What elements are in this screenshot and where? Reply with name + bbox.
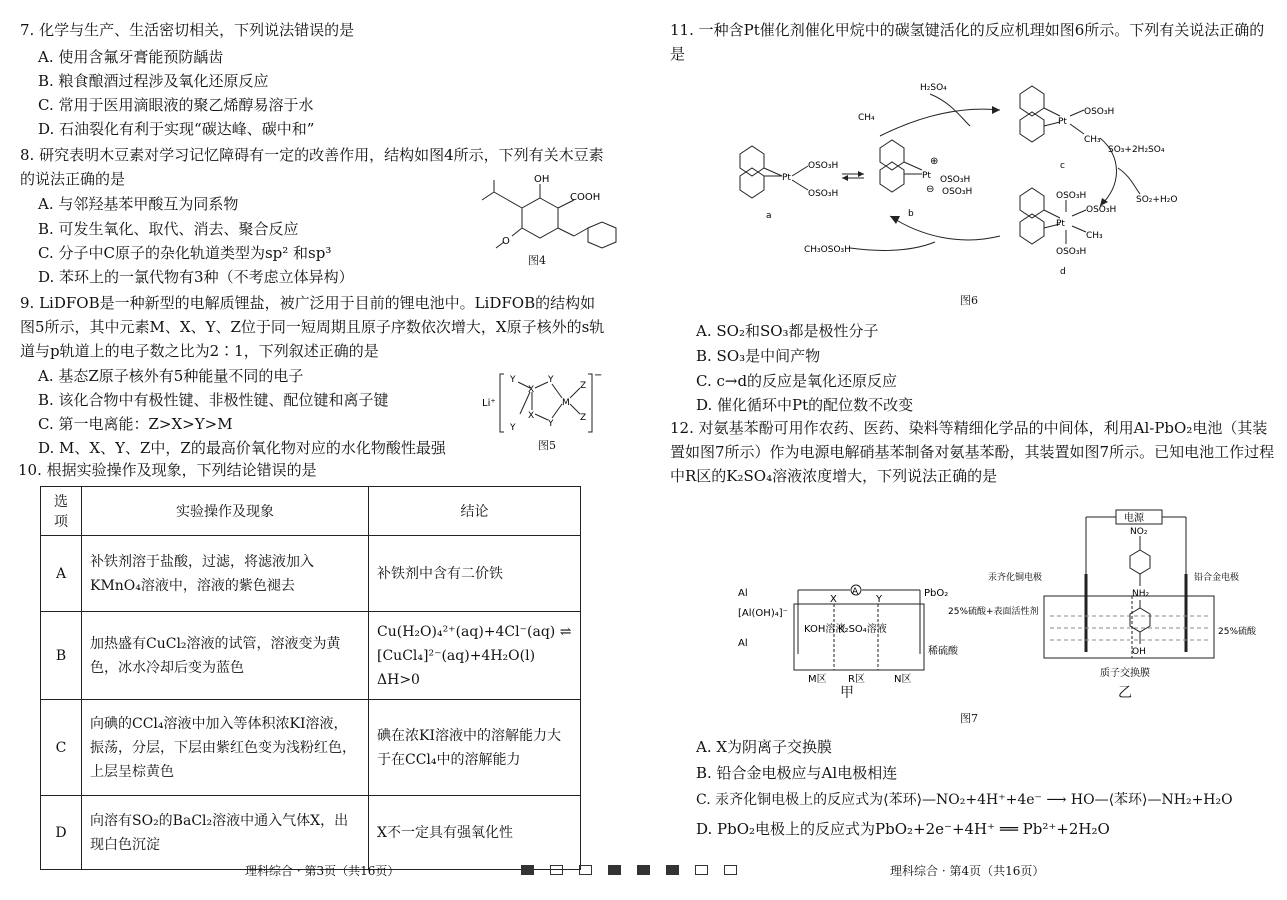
fig7-power: 电源 xyxy=(1124,513,1144,524)
table-cell-option: D xyxy=(41,796,82,870)
fig6-oso3h-b2: OSO₃H xyxy=(942,187,973,197)
table-row xyxy=(41,536,581,612)
fig5-z1-label: Z xyxy=(580,381,587,391)
fig7-x-label: X xyxy=(830,594,837,605)
fig7-ammeter: A xyxy=(852,587,859,597)
q7-option-b: B. 粮食酿酒过程涉及氧化还原反应 xyxy=(38,72,269,90)
q9-stem: 9. LiDFOB是一种新型的电解质锂盐，被广泛用于目前的锂电池中。LiDFOB的结构如图5所示，其中元素M、X、Y、Z位于同一短周期且原子序数依次增大，X原子核外的s轨道与p轨道上的电子数之比为2∶1，下列叙述正确的是 xyxy=(20,294,605,360)
figure-5-caption: 图5 xyxy=(538,439,556,452)
fig6-oso3h-d2: OSO₃H xyxy=(1086,205,1117,215)
fig6-oso3h-d3: OSO₃H xyxy=(1056,247,1087,257)
table-cell-conclusion: X不一定具有强氧化性 xyxy=(369,796,581,870)
fig5-li-label: Li⁺ xyxy=(482,398,496,409)
table-header-row xyxy=(41,487,581,536)
figure-7-apparatus xyxy=(738,504,1258,684)
q7-stem: 7. 化学与生产、生活密切相关，下列说法错误的是 xyxy=(20,21,355,39)
table-cell-option: B xyxy=(41,612,82,700)
figure-6-caption: 图6 xyxy=(960,294,978,307)
q7-option-c: C. 常用于医用滴眼液的聚乙烯醇易溶于水 xyxy=(38,96,314,114)
fig5-y3-label: Y xyxy=(548,419,554,429)
fig7-koh: KOH溶液 xyxy=(804,624,846,635)
fig6-pt-c: Pt xyxy=(1058,117,1067,127)
fig7-k2so4: K₂SO₄溶液 xyxy=(838,624,887,635)
fig6-so3-2h2so4: SO₃+2H₂SO₄ xyxy=(1108,145,1165,155)
fig7-acid25: 25%硫酸 xyxy=(1218,627,1257,637)
fig7-al-bottom: Al xyxy=(738,638,748,649)
fig4-cooh-label: COOH xyxy=(570,192,601,203)
right-page-footer: 理科综合 · 第4页（共16页） xyxy=(890,864,1045,878)
table-cell-operation: 补铁剂溶于盐酸，过滤，将滤液加入KMnO₄溶液中，溶液的紫色褪去 xyxy=(82,536,369,612)
fig7-h2so4-dilute: 稀硫酸 xyxy=(928,646,958,657)
fig6-label-b: b xyxy=(908,209,914,219)
fig5-y4-label: Y xyxy=(510,423,516,433)
table-cell-operation: 向溶有SO₂的BaCl₂溶液中通入气体X，出现白色沉淀 xyxy=(82,796,369,870)
fig6-so2-h2o: SO₂+H₂O xyxy=(1136,195,1178,205)
left-page-footer: 理科综合 · 第3页（共16页） xyxy=(245,864,400,878)
fig6-ch3-c: CH₃ xyxy=(1084,135,1101,145)
fig7-aloh4: [Al(OH)₄]⁻ xyxy=(738,608,788,619)
fig7-al-top: Al xyxy=(738,588,748,599)
fig6-pt-b: Pt xyxy=(922,171,931,181)
q7-option-d: D. 石油裂化有利于实现“碳达峰、碳中和” xyxy=(38,120,315,138)
page-indicator-square xyxy=(637,865,650,875)
q8-stem: 8. 研究表明木豆素对学习记忆障碍有一定的改善作用，结构如图4所示，下列有关木豆素的说法正确的是 xyxy=(20,146,604,188)
fig7-nh2: NH₂ xyxy=(1132,589,1150,599)
q8-option-a: A. 与邻羟基苯甲酸互为同系物 xyxy=(38,195,239,213)
fig6-ch3oso3h: CH₃OSO₃H xyxy=(804,245,851,255)
table-cell-operation: 向碘的CCl₄溶液中加入等体积浓KI溶液，振荡，分层，下层由紫红色变为浅粉红色，上层呈棕黄色 xyxy=(82,700,369,796)
fig6-minus-b: ⊖ xyxy=(926,184,935,195)
table-header-operation: 实验操作及现象 xyxy=(82,487,369,536)
q8-option-b: B. 可发生氧化、取代、消去、聚合反应 xyxy=(38,220,299,238)
fig5-x2-label: X xyxy=(528,411,535,421)
fig5-x1-label: X xyxy=(528,385,535,395)
fig6-ch3-d: CH₃ xyxy=(1086,231,1103,241)
q8-option-d: D. 苯环上的一氯代物有3种（不考虑立体异构） xyxy=(38,268,354,286)
fig6-oso3h-c: OSO₃H xyxy=(1084,107,1115,117)
q9-option-c: C. 第一电离能：Z>X>Y>M xyxy=(38,415,233,433)
fig6-label-d: d xyxy=(1060,267,1066,277)
table-row xyxy=(41,700,581,796)
q9-option-d: D. M、X、Y、Z中，Z的最高价氧化物对应的水化物酸性最强 xyxy=(38,439,446,457)
fig7-pbo2: PbO₂ xyxy=(924,588,949,599)
q9-option-a: A. 基态Z原子核外有5种能量不同的电子 xyxy=(38,367,304,385)
figure-7-label-jia: 甲 xyxy=(840,685,854,701)
q12-option-c: C. 汞齐化铜电极上的反应式为⟨苯环⟩—NO₂+4H⁺+4e⁻ ⟶ HO—⟨苯环⟩—NH₂+H₂O xyxy=(696,792,1233,808)
q7-option-a: A. 使用含氟牙膏能预防龋齿 xyxy=(38,48,224,66)
table-row xyxy=(41,612,581,700)
q10-table xyxy=(40,486,581,870)
q11-option-c: C. c→d的反应是氧化还原反应 xyxy=(696,372,898,390)
right-page xyxy=(650,0,1287,900)
table-cell-operation: 加热盛有CuCl₂溶液的试管，溶液变为黄色，冰水冷却后变为蓝色 xyxy=(82,612,369,700)
fig6-oso3h-a2: OSO₃H xyxy=(808,189,839,199)
fig6-pt-d: Pt xyxy=(1056,219,1065,229)
q10-stem: 10. 根据实验操作及现象，下列结论错误的是 xyxy=(18,461,317,479)
page-indicator-square xyxy=(608,865,621,875)
table-cell-option: A xyxy=(41,536,82,612)
table-cell-conclusion: 碘在浓KI溶液中的溶解能力大于在CCl₄中的溶解能力 xyxy=(369,700,581,796)
fig7-r-zone: R区 xyxy=(848,674,865,684)
q9-option-b: B. 该化合物中有极性键、非极性键、配位键和离子键 xyxy=(38,391,389,409)
figure-7-label-yi: 乙 xyxy=(1118,685,1132,701)
fig6-label-a: a xyxy=(766,211,772,221)
fig6-label-c: c xyxy=(1060,161,1065,171)
q11-stem: 11. 一种含Pt催化剂催化甲烷中的碳氢键活化的反应机理如图6所示。下列有关说法正确的是 xyxy=(670,21,1265,63)
fig6-oso3h-d1: OSO₃H xyxy=(1056,191,1087,201)
q8-option-c: C. 分子中C原子的杂化轨道类型为sp² 和sp³ xyxy=(38,244,332,262)
fig5-m-label: M xyxy=(562,398,570,408)
fig7-y-label: Y xyxy=(876,594,883,605)
figure-4-caption: 图4 xyxy=(528,254,546,267)
fig5-y2-label: Y xyxy=(548,375,554,385)
fig7-acid25-surf: 25%硫酸+表面活性剂 xyxy=(948,607,1039,617)
fig6-oso3h-b1: OSO₃H xyxy=(940,175,971,185)
fig5-minus-label: − xyxy=(594,370,603,381)
table-cell-conclusion: 补铁剂中含有二价铁 xyxy=(369,536,581,612)
fig6-oso3h-a1: OSO₃H xyxy=(808,161,839,171)
fig7-m-zone: M区 xyxy=(808,674,827,684)
fig7-n-zone: N区 xyxy=(894,674,912,684)
fig6-h2so4: H₂SO₄ xyxy=(920,83,947,93)
fig7-oh: OH xyxy=(1132,647,1146,657)
q12-stem: 12. 对氨基苯酚可用作农药、医药、染料等精细化学品的中间体，利用Al-PbO₂电池（其装置如图7所示）作为电源电解硝基苯制备对氨基苯酚，其装置如图7所示。已知电池工作过程中R区的K₂SO₄溶液浓度增大，下列说法正确的是 xyxy=(670,419,1275,485)
fig7-no2: NO₂ xyxy=(1130,527,1148,537)
fig7-membrane: 质子交换膜 xyxy=(1100,668,1150,679)
q11-option-b: B. SO₃是中间产物 xyxy=(696,347,821,365)
figure-7-caption: 图7 xyxy=(960,712,978,725)
page-indicator-square xyxy=(550,865,563,875)
left-page xyxy=(0,0,640,900)
q12-option-a: A. X为阴离子交换膜 xyxy=(696,738,833,756)
q12-option-d: D. PbO₂电极上的反应式为PbO₂+2e⁻+4H⁺ ══ Pb²⁺+2H₂O xyxy=(696,820,1110,838)
table-header-conclusion: 结论 xyxy=(369,487,581,536)
table-row xyxy=(41,796,581,870)
fig4-oh-label: OH xyxy=(534,174,550,185)
table-cell-option: C xyxy=(41,700,82,796)
fig7-pb-alloy: 铅合金电极 xyxy=(1194,573,1240,583)
q11-option-a: A. SO₂和SO₃都是极性分子 xyxy=(696,322,879,340)
fig5-z2-label: Z xyxy=(580,413,587,423)
fig4-o-label: O xyxy=(502,236,510,247)
table-header-option: 选项 xyxy=(41,487,82,536)
figure-5-structure xyxy=(480,368,610,438)
figure-6-mechanism xyxy=(730,76,1230,296)
fig6-plus-b: ⊕ xyxy=(930,156,939,167)
q11-option-d: D. 催化循环中Pt的配位数不改变 xyxy=(696,396,914,414)
page-indicator-square xyxy=(521,865,534,875)
table-cell-conclusion: Cu(H₂O)₄²⁺(aq)+4Cl⁻(aq) ⇌ [CuCl₄]²⁻(aq)+4H₂O(l) ΔH>0 xyxy=(369,612,581,700)
fig5-y1-label: Y xyxy=(510,375,516,385)
page-indicator-square xyxy=(579,865,592,875)
fig6-pt-a: Pt xyxy=(782,173,791,183)
fig7-hg-cu: 汞齐化铜电极 xyxy=(988,573,1043,583)
fig6-ch4: CH₄ xyxy=(858,113,875,123)
q12-option-b: B. 铅合金电极应与Al电极相连 xyxy=(696,764,898,782)
